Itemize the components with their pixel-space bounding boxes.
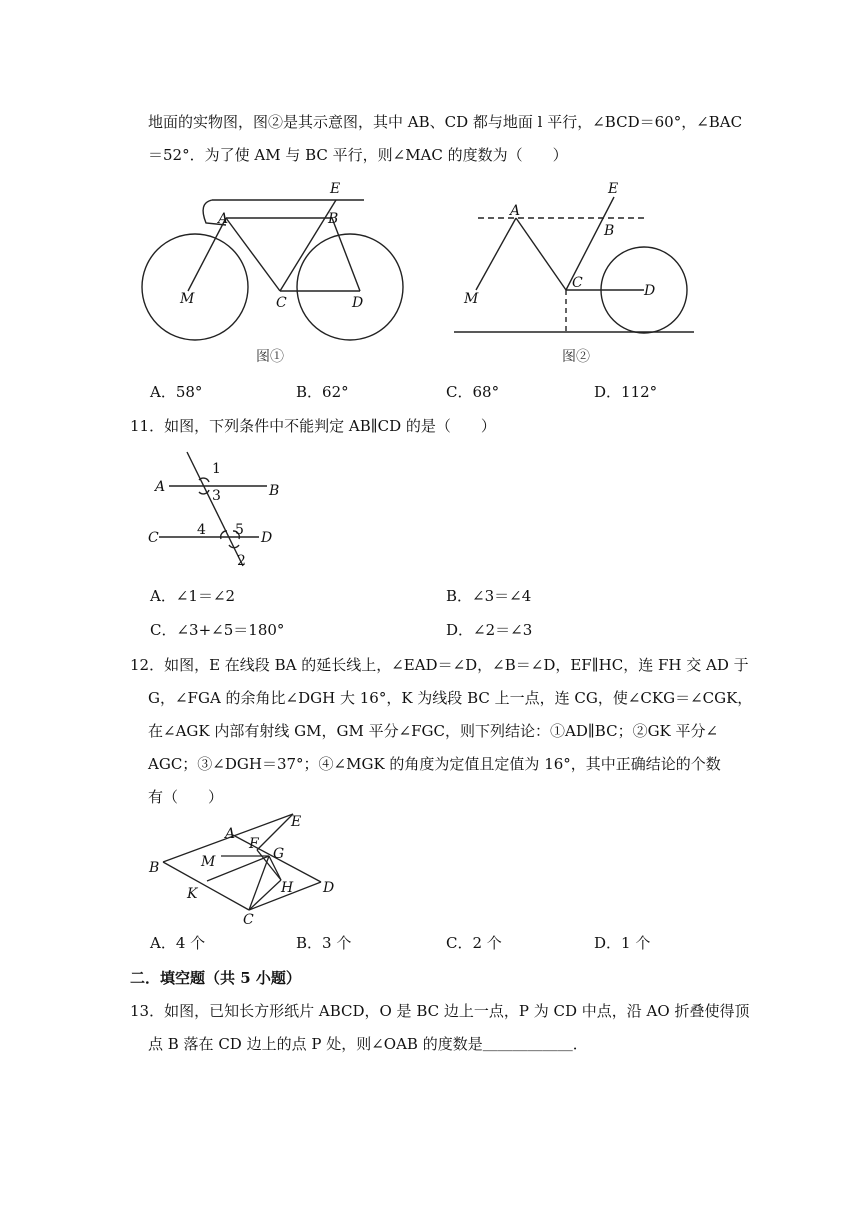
fig2-label-C: C — [572, 275, 583, 291]
q11-option-b[interactable]: B．∠3＝∠4 — [446, 587, 532, 605]
q12-stem-line2: G，∠FGA 的余角比∠DGH 大 16°，K 为线段 BC 上一点，连 CG，使∠CKG＝∠CGK， — [148, 689, 753, 707]
q12-label-F: F — [249, 836, 259, 852]
fig1-label-B: B — [328, 211, 339, 227]
q11-label-B: B — [269, 483, 280, 499]
q11-label-angle-4: 4 — [197, 522, 206, 538]
front-wheel — [297, 234, 403, 340]
q13-stem-line2: 点 B 落在 CD 边上的点 P 处，则∠OAB 的度数是＿＿＿＿＿＿． — [148, 1035, 588, 1053]
segment-AC — [516, 218, 566, 290]
segment-HC — [249, 880, 281, 910]
q11-label-A: A — [155, 479, 166, 495]
q11-option-a[interactable]: A．∠1＝∠2 — [150, 587, 236, 605]
q10-figure-1-caption: 图① — [256, 349, 284, 365]
fig2-label-E: E — [608, 181, 619, 197]
q12-figure — [145, 810, 355, 928]
q12-stem-line4: AGC；③∠DGH＝37°；④∠MGK 的角度为定值且定值为 16°，其中正确结论的个数 — [148, 755, 721, 773]
q11-label-angle-5: 5 — [235, 522, 244, 538]
q12-option-c[interactable]: C．2 个 — [446, 934, 502, 952]
rear-wheel — [142, 234, 248, 340]
fig1-label-E: E — [330, 181, 341, 197]
segment-AM — [476, 218, 516, 290]
q11-option-d[interactable]: D．∠2＝∠3 — [446, 621, 533, 639]
q12-label-H: H — [281, 880, 294, 896]
q10-option-d[interactable]: D．112° — [594, 383, 658, 401]
fig2-label-D: D — [644, 283, 656, 299]
q10-figure-2-caption: 图② — [562, 349, 590, 365]
q10-figure-1 — [140, 175, 420, 345]
segment-EF — [257, 814, 293, 850]
q10-option-a[interactable]: A．58° — [150, 383, 203, 401]
q12-option-b[interactable]: B．3 个 — [296, 934, 352, 952]
q11-label-D: D — [261, 530, 273, 546]
fig1-label-M: M — [180, 291, 195, 307]
section-heading-fill-in: 二．填空题（共 5 小题） — [130, 969, 301, 987]
fig2-label-B: B — [604, 223, 615, 239]
fig2-label-M: M — [464, 291, 479, 307]
fig1-label-D: D — [352, 295, 364, 311]
q12-label-G: G — [273, 846, 285, 862]
q10-figure-2 — [450, 175, 700, 345]
q10-option-c[interactable]: C．68° — [446, 383, 500, 401]
q11-stem: 11．如图，下列条件中不能判定 AB∥CD 的是（ ） — [130, 417, 496, 435]
fig1-label-C: C — [276, 295, 287, 311]
down-tube — [226, 218, 280, 291]
segment-GK — [207, 856, 269, 881]
q12-label-M: M — [201, 854, 216, 870]
q11-label-angle-2: 2 — [237, 553, 246, 569]
seat-stay — [188, 218, 226, 291]
q10-stem-line2: ＝52°．为了使 AM 与 BC 平行，则∠MAC 的度数为（ ） — [148, 146, 568, 164]
q12-label-K: K — [187, 886, 198, 902]
fig2-label-A: A — [510, 203, 521, 219]
q12-label-E: E — [291, 814, 302, 830]
fig1-label-A: A — [218, 211, 229, 227]
q11-option-c[interactable]: C．∠3+∠5＝180° — [150, 621, 285, 639]
q12-stem-line3: 在∠AGK 内部有射线 GM，GM 平分∠FGC，则下列结论：①AD∥BC；②GK 平分∠ — [148, 722, 719, 740]
q11-figure — [145, 448, 285, 573]
q11-label-angle-3: 3 — [212, 488, 221, 504]
q12-stem-line1: 12．如图，E 在线段 BA 的延长线上，∠EAD＝∠D，∠B＝∠D，EF∥HC，连 FH 交 AD 于 — [130, 656, 749, 674]
q12-option-d[interactable]: D．1 个 — [594, 934, 651, 952]
q13-stem-line1: 13．如图，已知长方形纸片 ABCD，O 是 BC 边上一点，P 为 CD 中点，沿 AO 折叠使得顶 — [130, 1002, 750, 1020]
q12-label-A: A — [225, 826, 236, 842]
q10-option-b[interactable]: B．62° — [296, 383, 349, 401]
q12-option-a[interactable]: A．4 个 — [150, 934, 206, 952]
q10-stem-line1: 地面的实物图，图②是其示意图，其中 AB、CD 都与地面 l 平行，∠BCD＝60°，∠BAC — [148, 113, 743, 131]
q12-label-C: C — [243, 912, 254, 928]
q11-label-angle-1: 1 — [212, 461, 221, 477]
q11-label-C: C — [148, 530, 159, 546]
segment-GC — [249, 856, 269, 910]
front-fork — [332, 218, 360, 291]
q12-label-D: D — [323, 880, 335, 896]
q12-stem-line5: 有（ ） — [148, 788, 224, 806]
q12-label-B: B — [149, 860, 160, 876]
